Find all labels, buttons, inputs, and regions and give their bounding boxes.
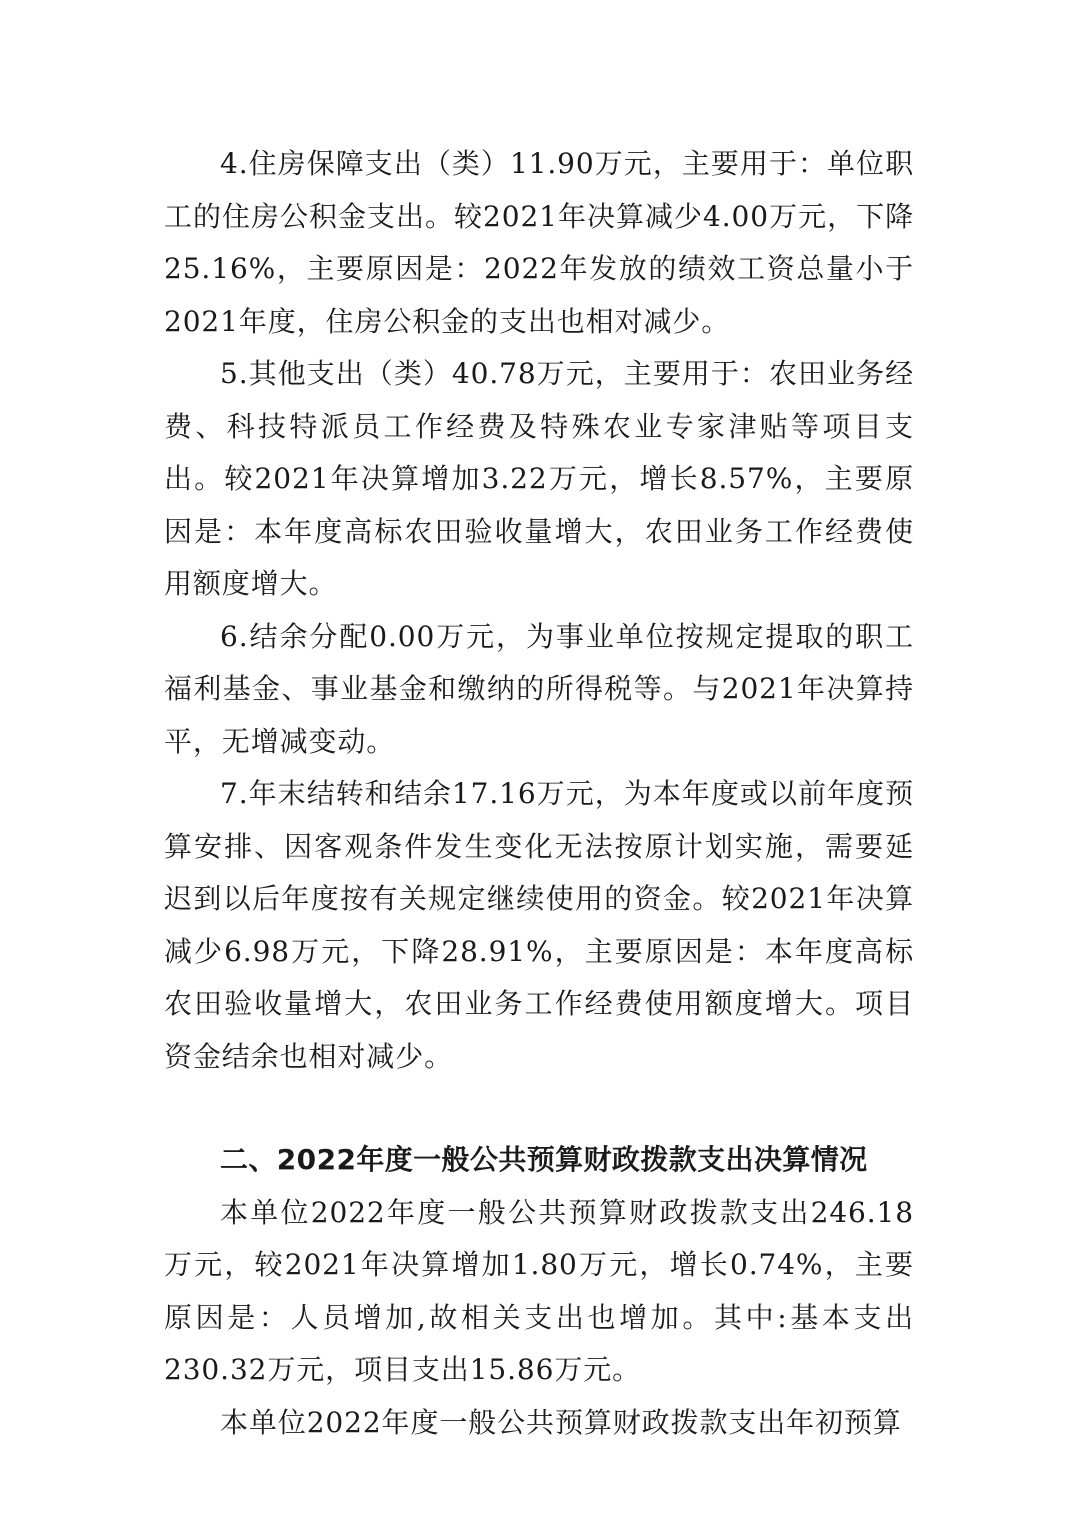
document-body bbox=[164, 138, 914, 1449]
paragraph-other-expenditure: 5.其他支出（类）40.78万元，主要用于：农田业务经费、科技特派员工作经费及特殊农业专家津贴等项目支出。较2021年决算增加3.22万元，增长8.57%，主要原因是：本年度高标农田验收量增大，农田业务工作经费使用额度增大。 bbox=[164, 357, 914, 600]
paragraph-surplus-distribution: 6.结余分配0.00万元，为事业单位按规定提取的职工福利基金、事业基金和缴纳的所得税等。与2021年决算持平，无增减变动。 bbox=[164, 619, 914, 758]
paragraph-housing-expenditure: 4.住房保障支出（类）11.90万元，主要用于：单位职工的住房公积金支出。较2021年决算减少4.00万元，下降25.16%，主要原因是：2022年发放的绩效工资总量小于2021年度，住房公积金的支出也相对减少。 bbox=[164, 147, 914, 338]
paragraph-initial-budget: 本单位2022年度一般公共预算财政拨款支出年初预算 bbox=[220, 1405, 902, 1439]
paragraph-general-budget-expenditure: 本单位2022年度一般公共预算财政拨款支出246.18万元，较2021年决算增加1.80万元，增长0.74%，主要原因是：人员增加,故相关支出也增加。其中:基本支出230.32万元，项目支出15.86万元。 bbox=[164, 1195, 914, 1386]
paragraph-year-end-carryover: 7.年末结转和结余17.16万元，为本年度或以前年度预算安排、因客观条件发生变化无法按原计划实施，需要延迟到以后年度按有关规定继续使用的资金。较2021年决算减少6.98万元，下降28.91%，主要原因是：本年度高标农田验收量增大，农田业务工作经费使用额度增大。项目资金结余也相对减少。 bbox=[164, 777, 914, 1073]
section-heading: 二、2022年度一般公共预算财政拨款支出决算情况 bbox=[220, 1143, 868, 1176]
